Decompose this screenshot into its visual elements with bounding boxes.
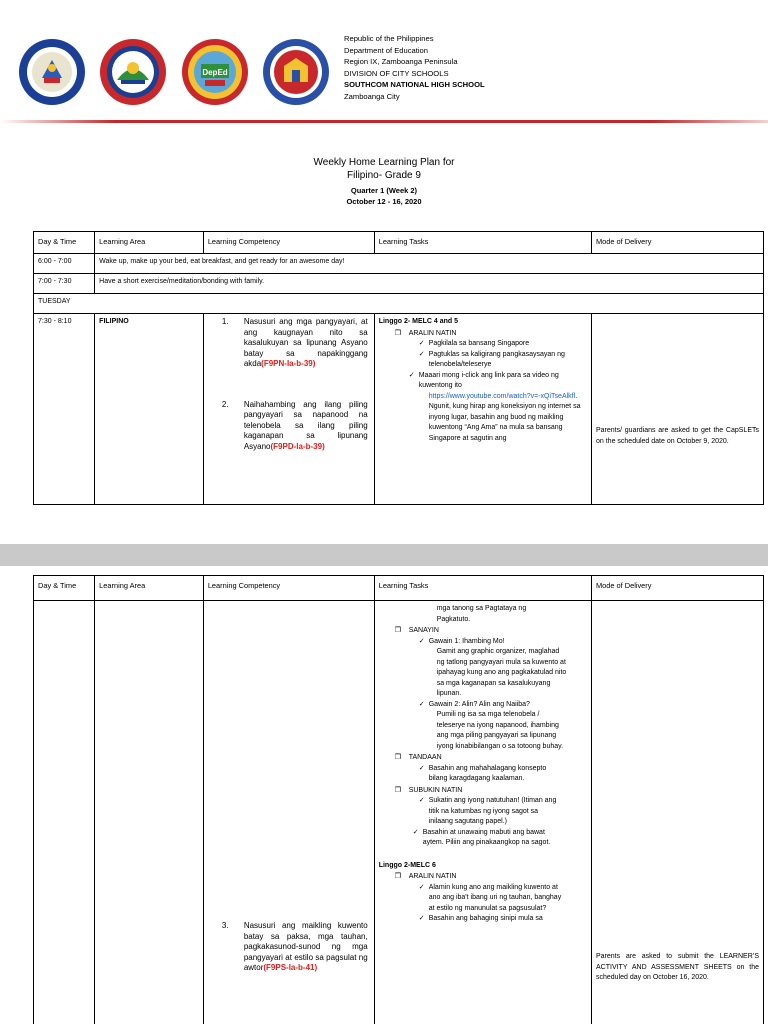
competency-item [208, 317, 370, 370]
week-heading: Linggo 2- MELC 4 and 5 [378, 318, 459, 325]
task-item [379, 637, 587, 648]
task-item [379, 796, 587, 828]
table-header-row [34, 576, 764, 601]
table-row [34, 254, 764, 274]
plan-dates: October 12 - 16, 2020 [346, 197, 422, 206]
competency-text: Nasusuri ang mga pangyayari, at ang kaugnayan nito sa kasalukuyan sa lipunang Asyano batay sa napakinggang akda [243, 317, 368, 368]
learning-tasks-cell [374, 314, 591, 505]
document-page-2 [0, 566, 768, 1024]
column-header: Day & Time [34, 576, 95, 601]
check-icon: ✓ [418, 350, 425, 358]
plan-subject: Filipino- Grade 9 [347, 170, 421, 181]
task-text: Gawain 2: Alin? Alin ang Naiiba? [428, 700, 530, 708]
check-icon: ✓ [418, 764, 425, 772]
check-icon: ✓ [418, 340, 425, 347]
task-text: Basahin ang mahahalagang konsepto bilang karagdagang kaalaman. [428, 764, 547, 782]
competency-number: 1. [221, 317, 229, 326]
competency-text: Naihahambing ang ilang piling pangyayari sa napanood na telenobela sa ilang piling kaganapan sa lipunang Asyano [243, 399, 368, 451]
competency-cell [203, 601, 374, 1024]
task-section [379, 753, 587, 764]
task-item [379, 339, 587, 350]
video-link[interactable]: https://www.youtube.com/watch?v=-xQiTseAlkfl [428, 392, 576, 400]
deped-seal-icon [18, 38, 86, 106]
task-text: . Ngunit, kung hirap ang koneksiyon ng internet sa inyong lugar, basahin ang buod ng maikling kuwentong “Ang Ama” na mula sa bansang Singapore at sagutin ang [428, 392, 581, 442]
task-text: Pagtuklas sa kaligirang pangkasaysayan ng telenobela/teleserye [428, 350, 565, 368]
task-text: mga tanong sa Pagtataya ng Pagkatuto. [436, 605, 527, 623]
table-row [34, 294, 764, 314]
time-cell: 7:00 - 7:30 [34, 274, 95, 294]
check-icon: ✓ [418, 700, 425, 708]
task-section [379, 626, 587, 637]
bullet-box-icon: ❒ [394, 873, 401, 880]
task-text: Pagkilala sa bansang Singapore [428, 340, 530, 347]
task-text: Maaari mong i-click ang link para sa video ng kuwentong ito [418, 371, 559, 389]
agency-line: Republic of the Philippines [344, 34, 434, 43]
school-seal-icon [262, 38, 330, 106]
learning-plan-table-continued [33, 575, 764, 1024]
division-logo-icon [181, 38, 249, 106]
learning-area-cell: FILIPINO [95, 314, 204, 505]
table-header-row [34, 232, 764, 254]
day-cell: TUESDAY [34, 294, 764, 314]
task-section [379, 872, 587, 883]
plan-quarter: Quarter 1 (Week 2) [350, 186, 418, 195]
learning-tasks-cell [374, 601, 591, 1024]
school-name: SOUTHCOM NATIONAL HIGH SCHOOL [344, 80, 485, 90]
time-cell [34, 601, 95, 1024]
learning-area-cell [95, 601, 204, 1024]
check-icon: ✓ [412, 828, 419, 836]
column-header: Day & Time [34, 232, 95, 254]
plan-title-block [0, 156, 768, 207]
section-title: ARALIN NATIN [408, 329, 457, 337]
task-item [379, 350, 587, 371]
column-header: Learning Area [95, 576, 204, 601]
plan-title: Weekly Home Learning Plan for [313, 157, 455, 168]
bullet-box-icon: ❒ [394, 754, 401, 761]
agency-block [344, 33, 485, 103]
task-text: Pumili ng isa sa mga telenobela / teleserye na iyong napanood, ihambing ang mga piling pangyayari sa lipunang iyong kinabibilangan o sa totoong buhay. [436, 711, 564, 750]
column-header: Learning Area [95, 232, 204, 254]
table-row [34, 601, 764, 1024]
task-section [379, 786, 587, 797]
bullet-box-icon: ❒ [394, 329, 401, 337]
competency-item [208, 400, 370, 453]
learning-plan-table [33, 231, 764, 505]
competency-number: 3. [221, 921, 229, 930]
task-section [379, 329, 587, 340]
check-icon: ✓ [408, 371, 415, 379]
section-title: SANAYIN [408, 627, 439, 634]
task-item [379, 883, 587, 915]
task-item [379, 700, 587, 711]
task-text: Basahin at unawaing mabuti ang bawat aytem. Piliin ang pinakaangkop na sagot. [422, 828, 551, 846]
competency-code: (F9PS-Ia-b-41) [263, 963, 318, 972]
time-cell: 7:30 - 8:10 [34, 314, 95, 505]
task-item [379, 828, 587, 849]
column-header: Learning Competency [203, 576, 374, 601]
bullet-box-icon: ❒ [394, 627, 401, 634]
column-header: Mode of Delivery [592, 232, 764, 254]
time-cell: 6:00 - 7:00 [34, 254, 95, 274]
competency-text: Nasusuri ang maikling kuwento batay sa paksa, mga tauhan, pagkakasunod-sunod ng mga pangyayari at estilo sa pagsulat ng awtor [243, 921, 368, 972]
agency-line: DIVISION OF CITY SCHOOLS [344, 68, 449, 78]
svg-text:DepEd: DepEd [202, 68, 228, 77]
task-item [379, 914, 587, 925]
section-title: TANDAAN [408, 754, 442, 761]
agency-line: Department of Education [344, 45, 429, 55]
task-text: Alamin kung ano ang maikling kuwento at ano ang iba't ibang uri ng tauhan, banghay at estilo ng manunulat sa pagsusulat? [428, 883, 562, 912]
check-icon: ✓ [418, 797, 425, 804]
check-icon: ✓ [418, 637, 425, 645]
column-header: Mode of Delivery [592, 576, 764, 601]
activity-cell: Wake up, make up your bed, eat breakfast, and get ready for an awesome day! [95, 254, 764, 274]
competency-code: (F9PN-Ia-b-39) [261, 359, 316, 368]
task-text: Basahin ang bahaging sinipi mula sa [428, 915, 543, 922]
check-icon: ✓ [418, 915, 425, 922]
competency-number: 2. [221, 399, 229, 409]
delivery-cell: Parents/ guardians are asked to get the CapSLETs on the scheduled date on October 9, 2020. [592, 314, 764, 505]
column-header: Learning Tasks [374, 232, 591, 254]
competency-code: (F9PD-Ia-b-39) [270, 441, 325, 451]
agency-line: Region IX, Zamboanga Peninsula [344, 57, 458, 67]
task-text: Sukatin ang iyong natutuhan! (Itiman ang titik na katumbas ng iyong sagot sa inilaang sagutang papel.) [428, 797, 557, 825]
agency-line: Zamboanga City [344, 91, 400, 101]
competency-item [208, 921, 370, 974]
delivery-cell: Parents are asked to submit the LEARNER’S ACTIVITY AND ASSESSMENT SHEETS on the scheduled day on October 16, 2020. [592, 601, 764, 1024]
section-title: SUBUKIN NATIN [408, 786, 463, 794]
task-paragraph [379, 392, 587, 445]
task-text: Gamit ang graphic organizer, maglahad ng tatlong pangyayari mula sa kuwento at ipahayag kung ano ang pagkakatulad nito sa mga kaganapan sa kasalukuyang lipunan. [436, 648, 567, 697]
check-icon: ✓ [418, 883, 425, 891]
header-rule [0, 120, 768, 123]
letterhead [0, 0, 768, 128]
competency-cell [203, 314, 374, 505]
activity-cell: Have a short exercise/meditation/bonding with family. [95, 274, 764, 294]
week-heading: Linggo 2-MELC 6 [378, 861, 436, 869]
table-row [34, 274, 764, 294]
table-row [34, 314, 764, 505]
column-header: Learning Competency [203, 232, 374, 254]
task-item [379, 371, 587, 392]
section-title: ARALIN NATIN [408, 873, 457, 880]
column-header: Learning Tasks [374, 576, 591, 601]
task-text: Gawain 1: Ihambing Mo! [428, 637, 505, 645]
bullet-box-icon: ❒ [394, 786, 401, 794]
deped-region-logo-icon [99, 38, 167, 106]
task-item [379, 764, 587, 785]
